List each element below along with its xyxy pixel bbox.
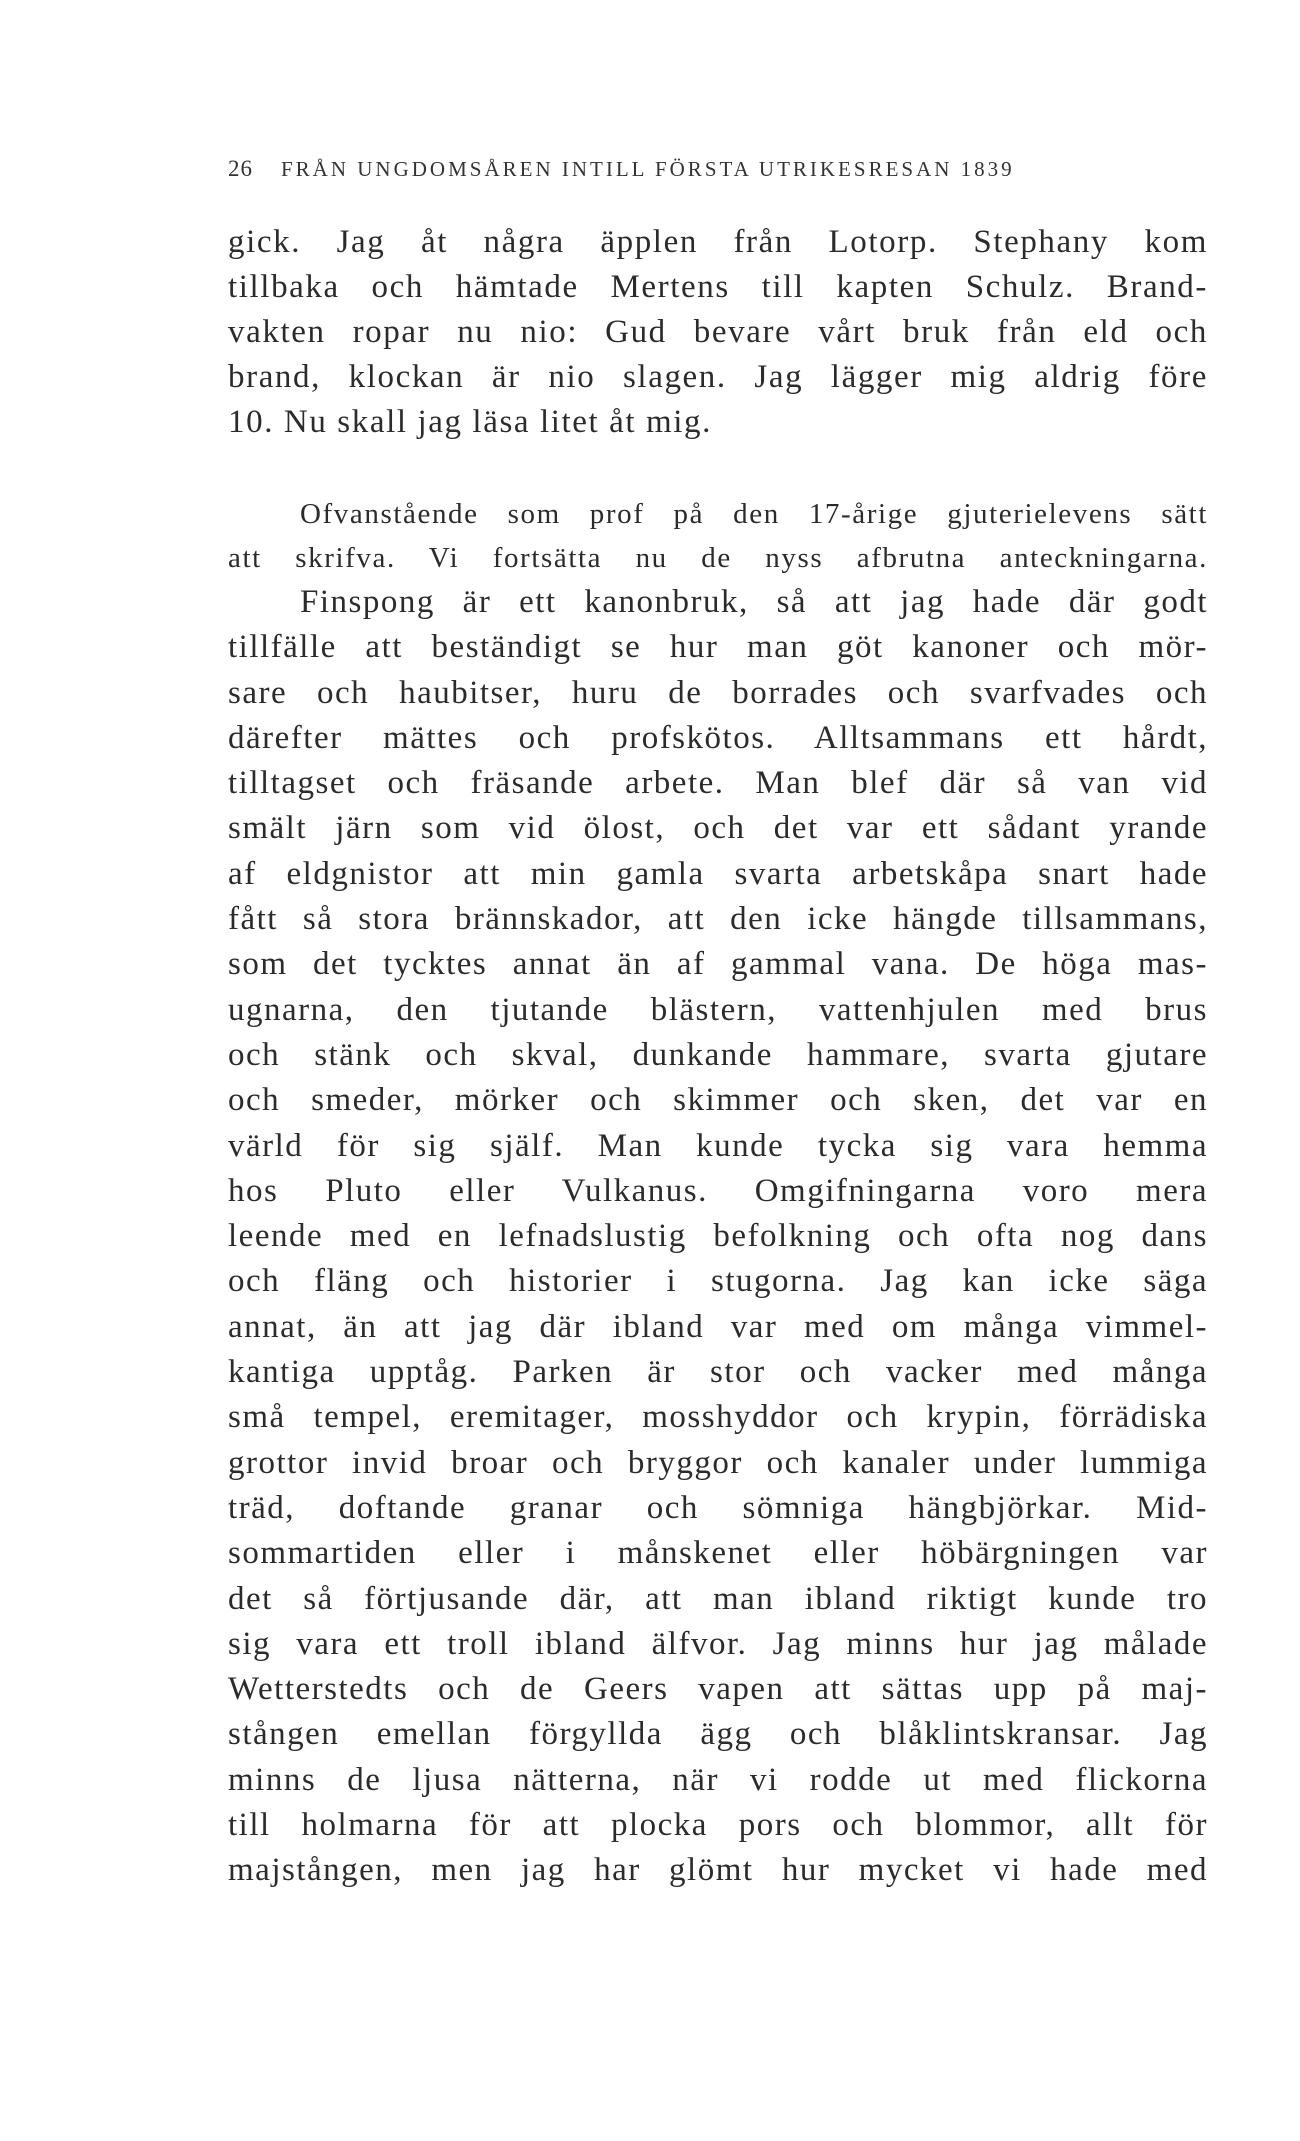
editorial-note [228, 492, 1208, 580]
text-line: smält järn som vid ölost, och det var ett sådant yrande [228, 810, 1208, 847]
text-line: sare och haubitser, huru de borrades och svarfvades och [228, 674, 1208, 711]
text-line: och fläng och historier i stugorna. Jag kan icke säga [228, 1263, 1208, 1300]
page-number: 26 [228, 156, 253, 181]
text-line: stången emellan förgyllda ägg och blåklintskransar. Jag [228, 1716, 1208, 1753]
text-line: minns de ljusa nätterna, när vi rodde ut med flickorna [228, 1761, 1208, 1798]
text-line: hos Pluto eller Vulkanus. Omgifningarna voro mera [228, 1172, 1208, 1209]
running-title: FRÅN UNGDOMSÅREN INTILL FÖRSTA UTRIKESRESAN 1839 [281, 157, 1015, 181]
text-line: grottor invid broar och bryggor och kanaler under lummiga [228, 1444, 1208, 1481]
running-header [228, 156, 1143, 192]
text-line: och stänk och skval, dunkande hammare, svarta gjutare [228, 1036, 1208, 1073]
text-line: små tempel, eremitager, mosshyddor och krypin, förrädiska [228, 1399, 1208, 1436]
text-line: att skrifva. Vi fortsätta nu de nyss afbrutna anteckningarna. [228, 542, 1208, 574]
text-line: brand, klockan är nio slagen. Jag lägger mig aldrig före [228, 359, 1208, 395]
text-line: af eldgnistor att min gamla svarta arbetskåpa snart hade [228, 855, 1208, 892]
text-line: 10. Nu skall jag läsa litet åt mig. [228, 404, 713, 440]
text-line: tillfälle att beständigt se hur man göt kanoner och mör- [228, 629, 1208, 666]
text-line: värld för sig själf. Man kunde tycka sig vara hemma [228, 1127, 1208, 1164]
text-line: och smeder, mörker och skimmer och sken, det var en [228, 1082, 1208, 1119]
text-line: kantiga upptåg. Parken är stor och vacker med många [228, 1354, 1208, 1391]
text-line: leende med en lefnadslustig befolkning och ofta nog dans [228, 1218, 1208, 1255]
text-line: fått så stora brännskador, att den icke hängde tillsammans, [228, 901, 1208, 938]
text-line: det så förtjusande där, att man ibland riktigt kunde tro [228, 1580, 1208, 1617]
text-line: därefter mättes och profskötos. Alltsammans ett hårdt, [228, 719, 1208, 756]
text-line: tillbaka och hämtade Mertens till kapten Schulz. Brand- [228, 269, 1208, 305]
text-line: som det tycktes annat än af gammal vana. De höga mas- [228, 946, 1208, 983]
text-line: gick. Jag åt några äpplen från Lotorp. Stephany kom [228, 224, 1208, 260]
text-line: till holmarna för att plocka pors och blommor, allt för [228, 1807, 1208, 1844]
text-line: vakten ropar nu nio: Gud bevare vårt bruk från eld och [228, 314, 1208, 350]
text-line: Ofvanstående som prof på den 17-årige gjuterielevens sätt [300, 498, 1208, 530]
text-line: Wetterstedts och de Geers vapen att sättas upp på maj- [228, 1671, 1208, 1708]
diary-excerpt [228, 220, 1208, 445]
text-line: annat, än att jag där ibland var med om många vimmel- [228, 1308, 1208, 1345]
text-line: majstången, men jag har glömt hur mycket vi hade med [228, 1852, 1208, 1889]
text-line: tilltagset och fräsande arbete. Man blef där så van vid [228, 765, 1208, 802]
text-line: Finspong är ett kanonbruk, så att jag hade där godt [300, 584, 1208, 620]
text-line: träd, doftande granar och sömniga hängbjörkar. Mid- [228, 1489, 1208, 1526]
main-paragraph [228, 580, 1208, 1894]
text-line: sig vara ett troll ibland älfvor. Jag minns hur jag målade [228, 1625, 1208, 1662]
text-line: sommartiden eller i månskenet eller höbärgningen var [228, 1535, 1208, 1572]
text-line: ugnarna, den tjutande blästern, vattenhjulen med brus [228, 991, 1208, 1028]
